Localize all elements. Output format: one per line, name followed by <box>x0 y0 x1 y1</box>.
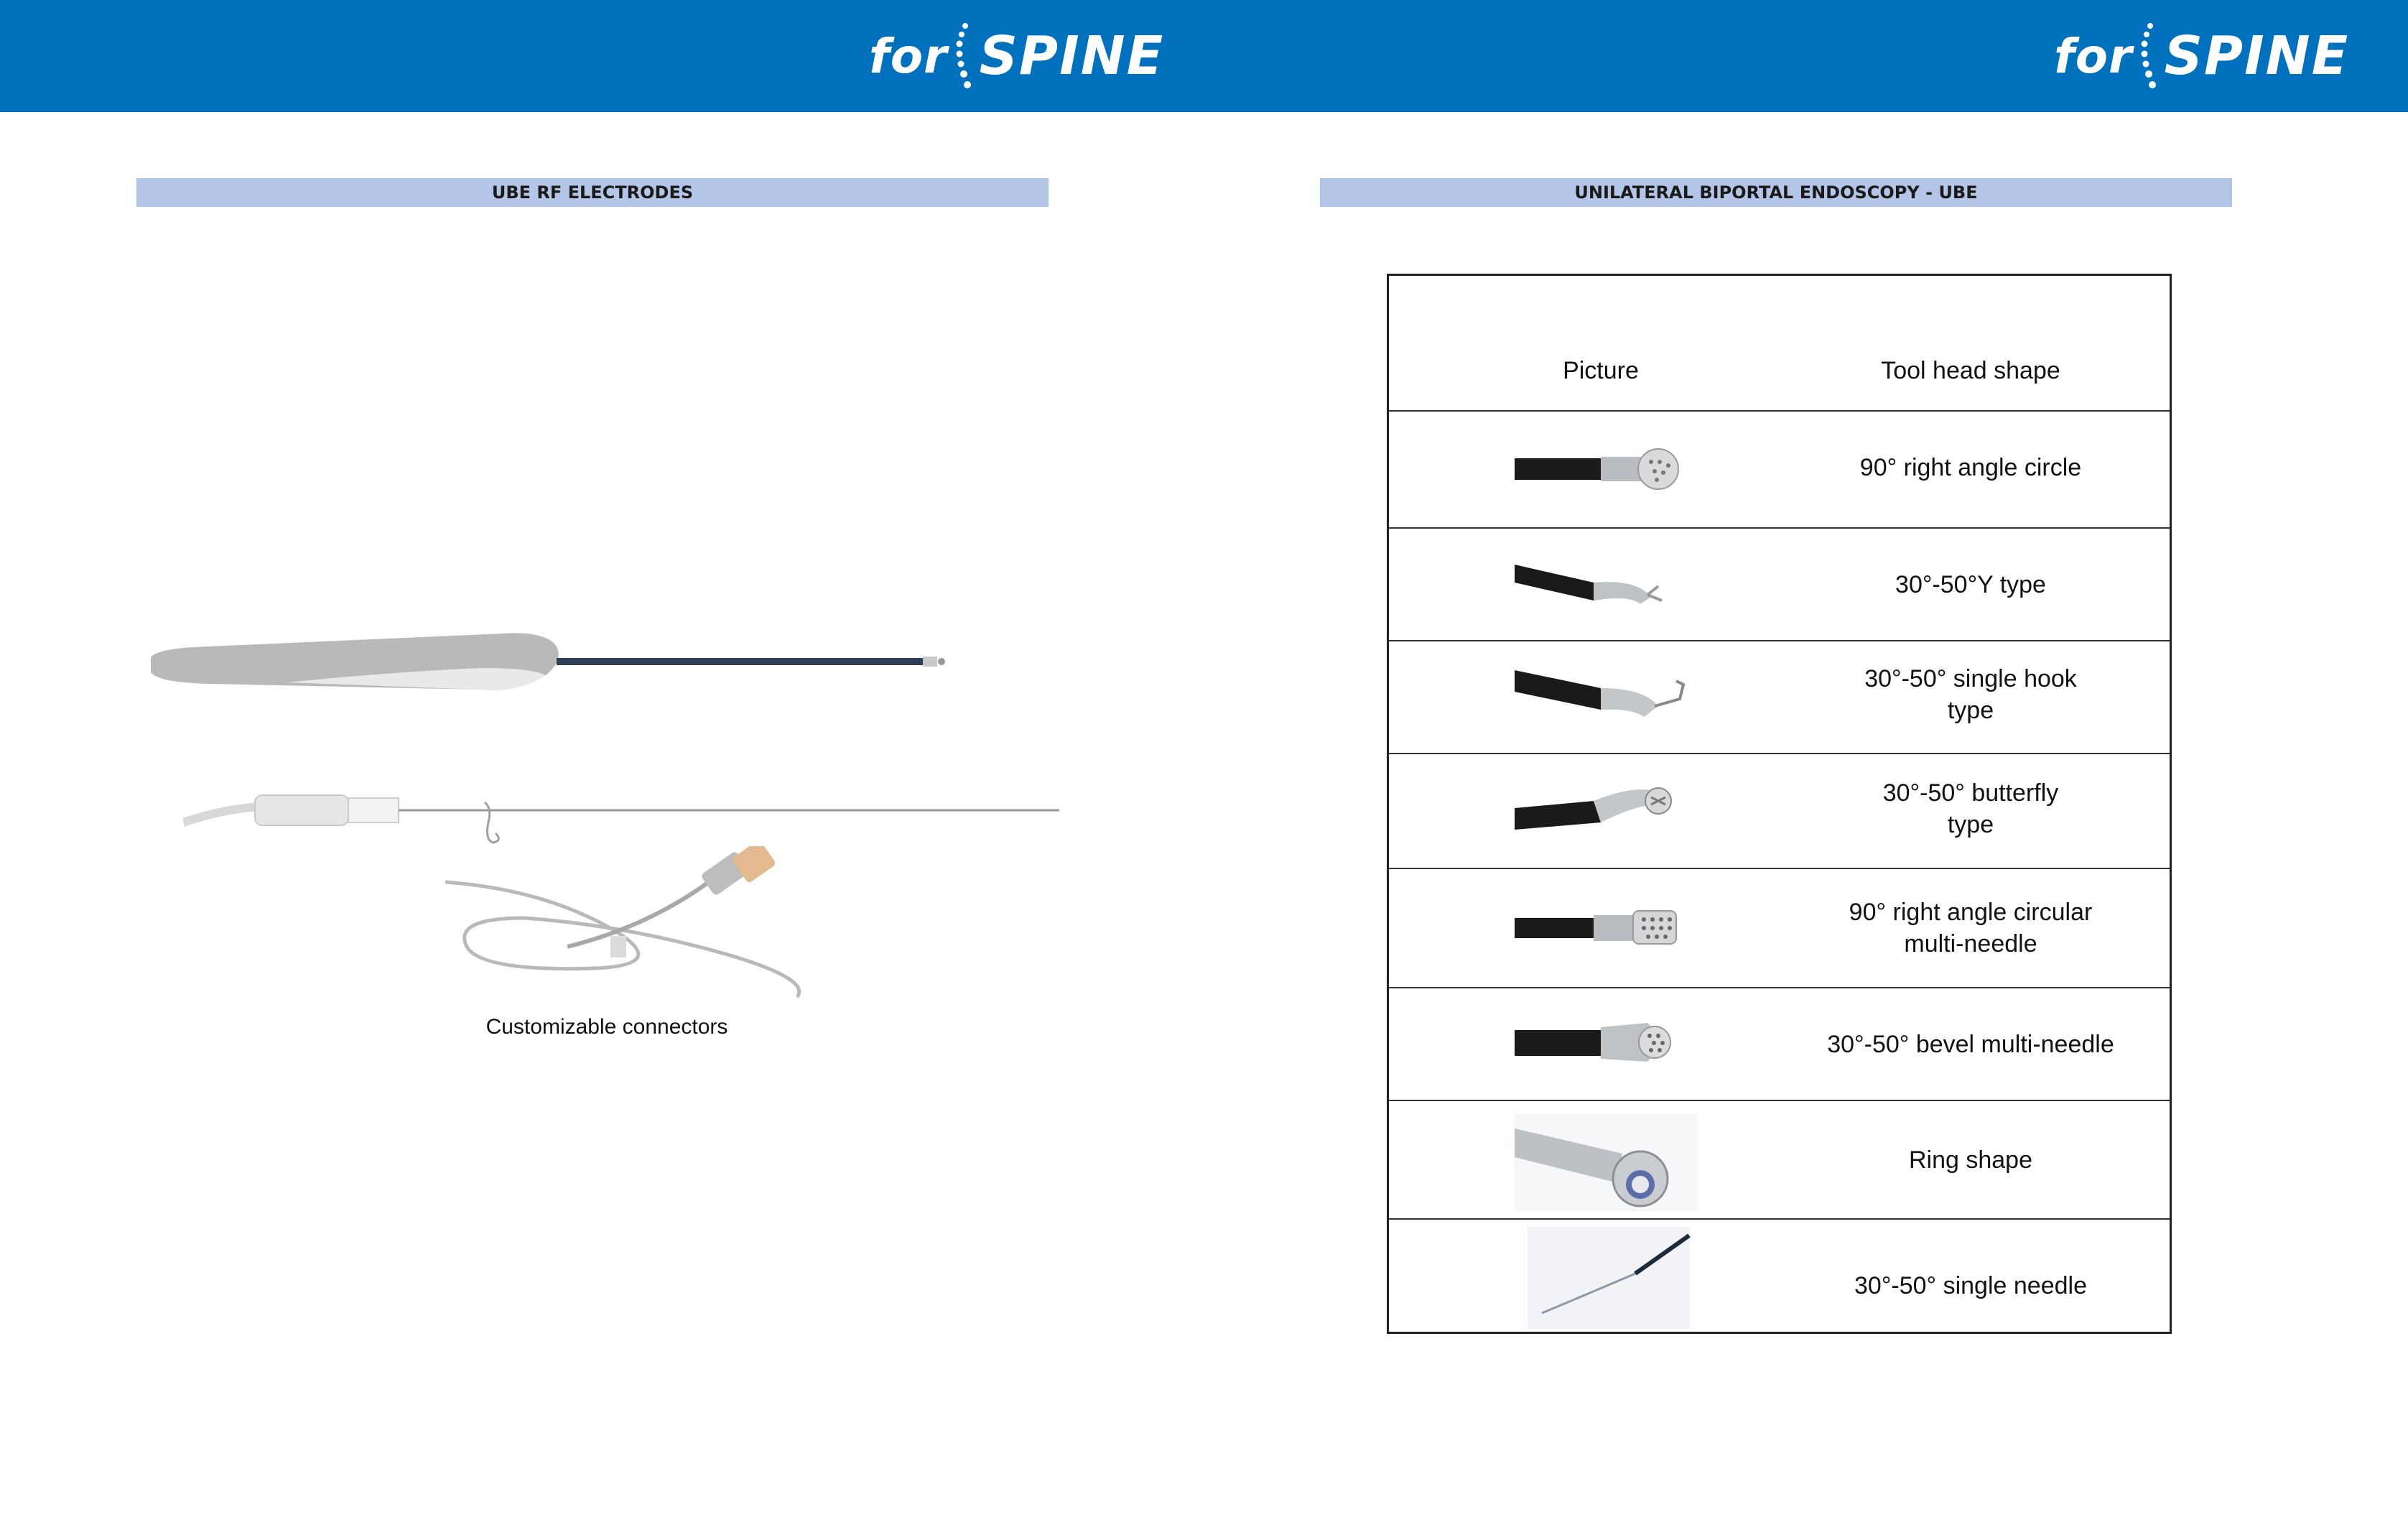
y-type-head <box>1515 550 1687 615</box>
spine-icon <box>949 20 978 92</box>
banner-left <box>0 0 1204 112</box>
ring-shape-head <box>1515 1114 1701 1211</box>
connector-caption: Customizable connectors <box>485 1015 728 1039</box>
table-row <box>1389 869 2170 988</box>
shape-label: 30°-50° single needle <box>1854 1272 2087 1299</box>
shape-label: 30°-50° butterfly type <box>1882 779 2059 838</box>
spine-icon <box>2134 20 2163 92</box>
right-section-title: UNILATERAL BIPORTAL ENDOSCOPY - UBE <box>1320 178 2232 207</box>
electrode-handpiece <box>144 618 1077 711</box>
connector-cable <box>438 846 812 1004</box>
table-row <box>1389 988 2170 1101</box>
left-section-title: UBE RF ELECTRODES <box>136 178 1049 207</box>
table-row <box>1389 641 2170 754</box>
shape-label: Ring shape <box>1908 1146 2032 1174</box>
table-header-row <box>1389 276 2170 412</box>
single-hook-head <box>1515 659 1701 731</box>
butterfly-head <box>1515 772 1687 844</box>
right-angle-circle-head <box>1515 444 1687 494</box>
header-tool-head-shape: Tool head shape <box>1881 357 2060 384</box>
top-banner <box>0 0 2408 112</box>
circular-multi-needle-head <box>1515 898 1687 955</box>
brand-logo-right: for SPINE <box>2054 20 2349 92</box>
bevel-multi-needle-head <box>1515 1010 1687 1075</box>
single-needle-head <box>1528 1227 1693 1329</box>
shape-label: 90° right angle circle <box>1859 454 2082 481</box>
table-row <box>1389 1101 2170 1220</box>
table-row <box>1389 754 2170 869</box>
table-row <box>1389 1220 2170 1332</box>
shape-label: 30°-50° single hook type <box>1864 665 2077 724</box>
tool-head-table <box>1387 274 2172 1334</box>
table-row <box>1389 412 2170 529</box>
shape-label: 90° right angle circular multi-needle <box>1849 899 2093 958</box>
banner-right <box>1204 0 2408 112</box>
shape-label: 30°-50° bevel multi-needle <box>1827 1031 2114 1058</box>
table-row <box>1389 529 2170 641</box>
shape-label: 30°-50°Y type <box>1895 571 2046 598</box>
header-picture: Picture <box>1563 357 1639 384</box>
brand-logo-left: for SPINE <box>869 20 1164 92</box>
